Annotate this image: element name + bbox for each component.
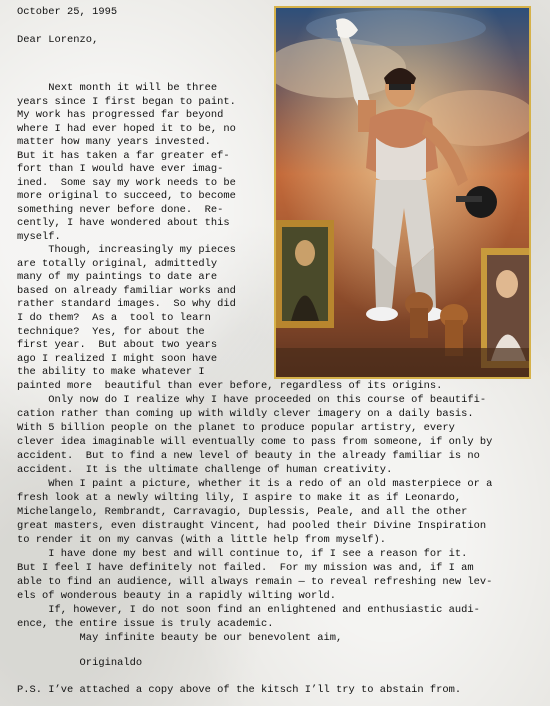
letter-line: If, however, I do not soon find an enlightened and enthusiastic audi- — [17, 604, 480, 616]
letter-line: many of my paintings to date are — [17, 271, 218, 284]
letter-line: Only now do I realize why I have proceeded on this course of beautifi- — [17, 394, 487, 406]
letter-line: painted more beautiful than ever before, regardless of its origins. — [17, 380, 443, 392]
letter-line: clever idea imaginable will eventually come to pass from someone, if only by — [17, 436, 493, 448]
letter-line: first year. But about two years — [17, 339, 218, 352]
letter-line: where I had ever hoped it to be, no — [17, 122, 236, 135]
letter-line: Michelangelo, Rembrandt, Carravagio, Duplessis, Peale, and all the other — [17, 506, 468, 518]
letter-line: to render it on my canvas (with a little help from myself). — [17, 534, 387, 546]
letter-line: matter how many years invested. — [17, 136, 211, 149]
letter-line: Next month it will be three — [17, 82, 218, 94]
letter-line: ined. Some say my work needs to be — [17, 176, 236, 189]
letter-line: accident. It is the ultimate challenge of human creativity. — [17, 464, 393, 476]
letter-line: But I feel I have definitely not failed. For my mission was and, if I am — [17, 562, 474, 574]
letter-line: years since I first began to paint. — [17, 95, 236, 108]
letter-line: May infinite beauty be our benevolent aim, — [17, 632, 343, 644]
kitsch-painting — [274, 6, 531, 379]
mona-lisa-frame — [276, 220, 334, 328]
letter-line: rather standard images. So why did — [17, 298, 236, 311]
letter-line: based on already familiar works and — [17, 284, 236, 297]
letter-postscript: P.S. I’ve attached a copy above of the kitsch I’ll try to abstain from. — [17, 684, 462, 696]
letter-line: the ability to make whatever I — [17, 366, 205, 379]
letter-line: fresh look at a newly wilting lily, I aspire to make it as if Leonardo, — [17, 492, 462, 504]
letter-line: cently, I have wondered about this — [17, 217, 230, 230]
letter-line: technique? Yes, for about the — [17, 325, 205, 338]
letter-line: I do them? As a tool to learn — [17, 312, 211, 324]
letter-line: els of wonderous beauty in a rapidly wilting world. — [17, 590, 337, 602]
letter-line: fort than I would have ever imag- — [17, 163, 224, 176]
letter-line: are totally original, admittedly — [17, 257, 218, 270]
letter-signature: Originaldo — [17, 657, 143, 669]
letter-line: ago I realized I might soon have — [17, 352, 218, 365]
letter-line: My work has progressed far beyond — [17, 109, 224, 122]
letter-line: something never before done. Re- — [17, 203, 224, 216]
letter-date: October 25, 1995 — [17, 6, 118, 18]
letter-line: With 5 billion people on the planet to produce popular artistry, every — [17, 422, 455, 434]
letter-line: more original to succeed, to become — [17, 190, 236, 203]
letter-line: When I paint a picture, whether it is a redo of an old masterpiece or a — [17, 478, 493, 490]
letter-line: able to find an audience, will always remain — to reveal refreshing new lev- — [17, 576, 493, 588]
letter-line: cation rather than coming up with wildly clever imagery on a daily basis. — [17, 408, 474, 420]
letter-line: myself. — [17, 230, 61, 243]
letter-line: great masters, even distraught Vincent, had pooled their Divine Inspiration — [17, 520, 487, 532]
letter-line: ence, the entire issue is truly academic. — [17, 618, 274, 630]
letter-line: accident. But to find a new level of beauty in the already familiar is no — [17, 450, 480, 462]
letter-salutation: Dear Lorenzo, — [17, 34, 99, 46]
letter-line: Though, increasingly my pieces — [17, 244, 236, 257]
letter-line: I have done my best and will continue to, if I see a reason for it. — [17, 548, 468, 560]
letter-line: But it has taken a far greater ef- — [17, 149, 230, 162]
